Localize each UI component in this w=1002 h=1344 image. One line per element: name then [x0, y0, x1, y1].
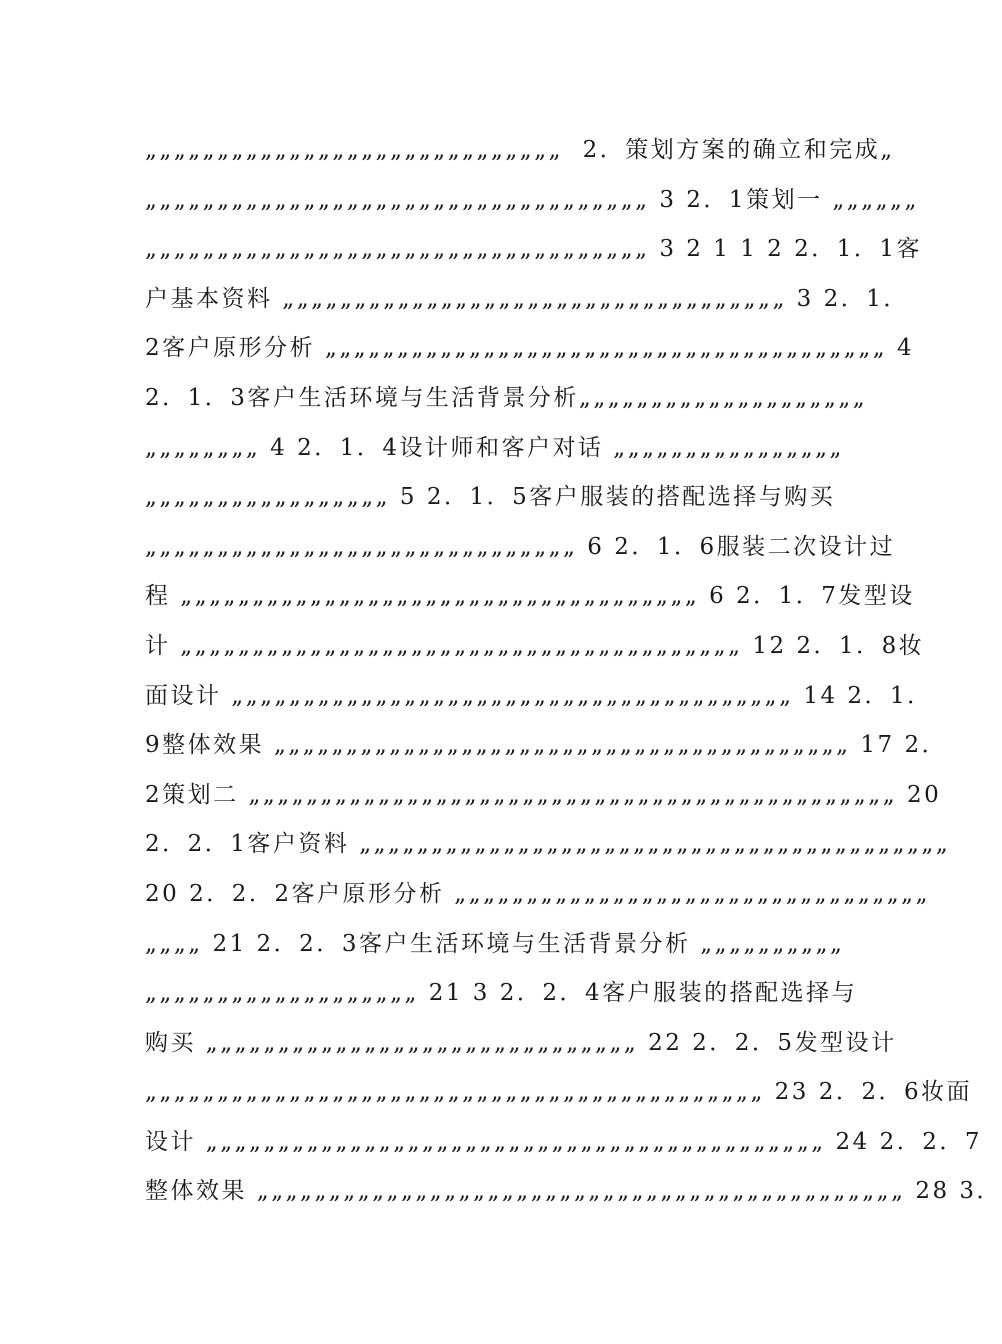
- toc-line: „„„„„„„„„„„„„„„„„„„„„„„„„„„„„„ 6 2．1．6服装二次设计过: [145, 533, 896, 560]
- toc-line: 户基本资料 „„„„„„„„„„„„„„„„„„„„„„„„„„„„„„„„„„„ 3 2．1．: [145, 285, 909, 312]
- toc-line: „„„„ 21 2．2．3客户生活环境与生活背景分析 „„„„„„„„„„: [145, 930, 845, 957]
- toc-line: „„„„„„„„„„„„„„„„„„„„„„„„„„„„„ 2．策划方案的确立和完成„: [145, 137, 895, 163]
- toc-line: „„„„„„„„„„„„„„„„„„„„„„„„„„„„„„„„„„„„„„„„„„„ 23 2．2．6妆面: [145, 1079, 973, 1106]
- toc-line: 整体效果 „„„„„„„„„„„„„„„„„„„„„„„„„„„„„„„„„„„„„„„„„„„„„ 28 3．: [145, 1178, 1002, 1205]
- toc-line: 程 „„„„„„„„„„„„„„„„„„„„„„„„„„„„„„„„„„„„ 6 2．1．7发型设: [145, 583, 915, 610]
- toc-line: „„„„„„„„„„„„„„„„„„„„„„„„„„„„„„„„„„„ 3 2．1策划一 „„„„„„: [145, 186, 919, 213]
- table-of-contents: [145, 126, 1002, 1217]
- toc-line: 2客户原形分析 „„„„„„„„„„„„„„„„„„„„„„„„„„„„„„„„„„„„„„„ 4: [145, 335, 915, 362]
- toc-line: 9整体效果 „„„„„„„„„„„„„„„„„„„„„„„„„„„„„„„„„„„„„„„„ 17 2．: [145, 732, 948, 759]
- toc-line: „„„„„„„„„„„„„„„„„„„„„„„„„„„„„„„„„„„ 3 2 1 1 2 2．1．1客: [145, 236, 922, 263]
- toc-line: 20 2．2．2客户原形分析 „„„„„„„„„„„„„„„„„„„„„„„„„„„„„„„„„: [145, 880, 931, 907]
- toc-line: 2策划二 „„„„„„„„„„„„„„„„„„„„„„„„„„„„„„„„„„„„„„„„„„„„„ 20: [145, 781, 942, 808]
- toc-line: „„„„„„„„ 4 2．1．4设计师和客户对话 „„„„„„„„„„„„„„„„: [145, 434, 844, 461]
- toc-line: 设计 „„„„„„„„„„„„„„„„„„„„„„„„„„„„„„„„„„„„„„„„„„„ 24 2．2．7: [145, 1128, 982, 1155]
- toc-line: 2．1．3客户生活环境与生活背景分析„„„„„„„„„„„„„„„„„„„„: [145, 384, 868, 411]
- toc-line: 购买 „„„„„„„„„„„„„„„„„„„„„„„„„„„„„„ 22 2．2．5发型设计: [145, 1029, 897, 1056]
- toc-line: 2．2．1客户资料 „„„„„„„„„„„„„„„„„„„„„„„„„„„„„„„„„„„„„„„„„: [145, 831, 951, 858]
- toc-line: 计 „„„„„„„„„„„„„„„„„„„„„„„„„„„„„„„„„„„„„„„ 12 2．1．8妆: [145, 632, 925, 659]
- toc-line: „„„„„„„„„„„„„„„„„ 5 2．1．5客户服装的搭配选择与购买: [145, 484, 836, 511]
- toc-line: 面设计 „„„„„„„„„„„„„„„„„„„„„„„„„„„„„„„„„„„„„„„ 14 2．1．: [145, 682, 933, 709]
- toc-line: „„„„„„„„„„„„„„„„„„„ 21 3 2．2．4客户服装的搭配选择与: [145, 980, 858, 1007]
